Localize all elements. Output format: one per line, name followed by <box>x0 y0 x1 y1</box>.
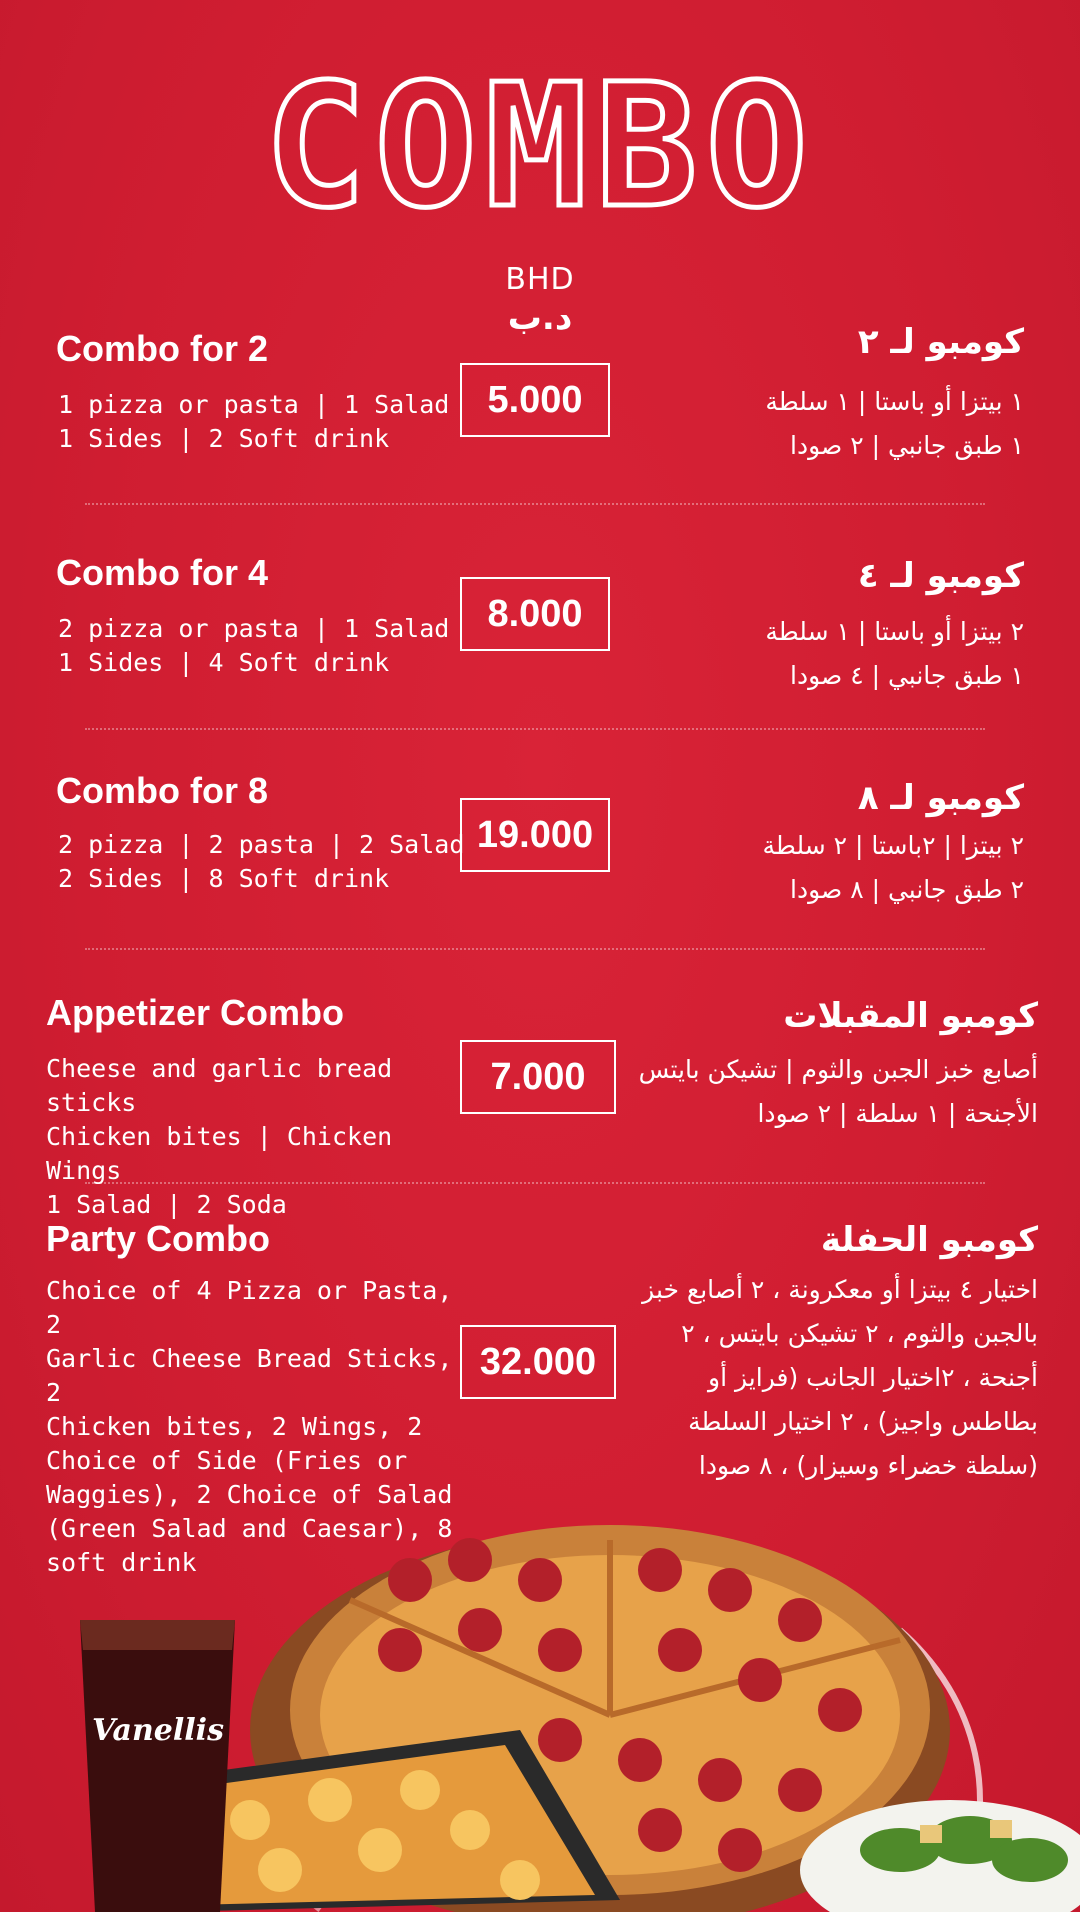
combo-desc-ar: ٢ بيتزا أو باستا | ١ سلطة ١ طبق جانبي | ٤ صودا <box>765 617 1024 690</box>
cup-brand-logo: Vanellis <box>92 1713 224 1748</box>
combo-title-en: Appetizer Combo <box>46 992 345 1033</box>
combo-title-ar: كومبو المقبلات <box>783 996 1038 1036</box>
currency-label-en: BHD <box>505 262 575 297</box>
combo-title-en: Combo for 8 <box>56 770 268 811</box>
combo-title-ar: كومبو لـ ٤ <box>857 556 1024 596</box>
combo-desc-ar: اختيار ٤ بيتزا أو معكرونة ، ٢ أصابع خبز بالجبن والثوم ، ٢ تشيكن بايتس ، ٢ أجنحة ، ٢اختيار الجانب (فرايز أو بطاطس واجيز) ، ٢ اختيار السلطة (سلطة خضراء وسيزار) ، ٨ صودا <box>642 1275 1038 1480</box>
combo-desc-en: Cheese and garlic bread sticks Chicken bites | Chicken Wings 1 Salad | 2 Soda <box>46 1054 393 1219</box>
combo-desc-en: 1 pizza or pasta | 1 Salad 1 Sides | 2 Soft drink <box>58 390 450 453</box>
divider <box>85 1182 985 1184</box>
page-title: COMBO <box>264 48 816 246</box>
combo-desc-ar: ٢ بيتزا | ٢باستا | ٢ سلطة ٢ طبق جانبي | ٨ صودا <box>762 831 1024 904</box>
divider <box>85 728 985 730</box>
combo-price: 8.000 <box>460 577 610 651</box>
combo-price: 19.000 <box>460 798 610 872</box>
combo-price: 7.000 <box>460 1040 616 1114</box>
combo-title-ar: كومبو لـ ٨ <box>857 778 1024 818</box>
food-illustration <box>0 1480 1080 1912</box>
combo-desc-ar: ١ بيتزا أو باستا | ١ سلطة ١ طبق جانبي | ٢ صودا <box>765 387 1024 460</box>
combo-desc-en: 2 pizza or pasta | 1 Salad 1 Sides | 4 Soft drink <box>58 614 450 677</box>
combo-title-en: Combo for 2 <box>56 328 268 369</box>
combo-title-ar: كومبو لـ ٢ <box>857 322 1024 362</box>
combo-desc-ar: أصابع خبز الجبن والثوم | تشيكن بايتس الأجنحة | ١ سلطة | ٢ صودا <box>638 1055 1038 1128</box>
soda-foam <box>80 1620 235 1650</box>
combo-desc-en: 2 pizza | 2 pasta | 2 Salad 2 Sides | 8 Soft drink <box>58 830 465 893</box>
combo-title-en: Party Combo <box>46 1218 271 1259</box>
currency-label-ar: د.ب <box>507 298 573 338</box>
divider <box>85 948 985 950</box>
combo-price: 32.000 <box>460 1325 616 1399</box>
soda-cup <box>80 1620 235 1912</box>
combo-desc-en: Choice of 4 Pizza or Pasta, 2 Garlic Cheese Bread Sticks, 2 Chicken bites, 2 Wings, 2 Choice of Side (Fries or Waggies), 2 Choice of Salad (Green Salad and Caesar), 8 soft drink <box>46 1276 453 1577</box>
combo-price: 5.000 <box>460 363 610 437</box>
divider <box>85 503 985 505</box>
combo-title-ar: كومبو الحفلة <box>820 1220 1038 1260</box>
combo-title-en: Combo for 4 <box>56 552 268 593</box>
